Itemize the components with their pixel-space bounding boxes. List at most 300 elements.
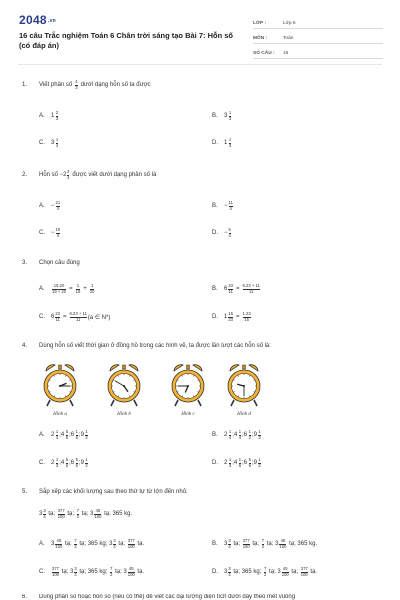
frac-num: 1: [228, 137, 232, 142]
separator: ;: [69, 432, 71, 439]
fraction: [262, 539, 264, 549]
frac-den: 4: [113, 543, 116, 549]
expr-text: 1: [224, 314, 228, 321]
expr-text: =: [69, 286, 73, 293]
header-divider: [18, 64, 382, 65]
mixed-number: [234, 458, 242, 468]
frac-den: 23: [228, 316, 234, 322]
frac-num: 1: [85, 429, 88, 434]
whole: 4: [233, 460, 238, 467]
frac-den: 6: [75, 434, 78, 440]
expr-text: (a ∈ N*): [87, 314, 111, 321]
question-4: [22, 343, 382, 349]
clock-leg-left: [231, 400, 234, 406]
frac-den: 100: [127, 571, 135, 577]
frac-num: 7: [110, 566, 113, 571]
frac-den: 100: [55, 543, 63, 549]
frac-num: 377: [127, 538, 135, 543]
option-3a[interactable]: [39, 284, 95, 294]
clock-leg-left: [47, 400, 50, 406]
option-1a[interactable]: [39, 111, 59, 121]
alarm-clock-icon: [224, 362, 264, 408]
frac-num: 2: [55, 110, 59, 115]
site-logo[interactable]: [19, 13, 56, 27]
frac-den: 3: [228, 462, 232, 468]
fraction: [56, 430, 58, 440]
fraction: [239, 458, 241, 468]
whole: 1: [51, 113, 55, 120]
frac-num: 377: [300, 566, 308, 571]
whole: 4: [60, 432, 65, 439]
frac-den: 4: [228, 543, 231, 549]
question-3: [22, 260, 382, 266]
question-stem: [22, 260, 382, 266]
frac-num: 45: [95, 508, 101, 513]
question-stem: [22, 170, 382, 180]
frac-den: 4: [228, 571, 231, 577]
fraction: [258, 458, 260, 468]
fraction: [70, 312, 87, 322]
mixed-number: [244, 458, 252, 468]
separator: ;: [59, 460, 61, 467]
frac-den: 6: [238, 462, 242, 468]
unit-text: tạ; 365 kg;: [77, 541, 110, 548]
option-5c[interactable]: [39, 567, 144, 577]
whole: 3: [275, 541, 279, 548]
page-title: 16 câu Trắc nghiệm Toán 6 Chân trời sáng tạo Bài 7: Hỗn số (có đáp án): [19, 31, 233, 50]
clock-label: Hình a: [53, 412, 67, 417]
clock-center: [59, 385, 61, 387]
frac-den: 4: [228, 434, 232, 440]
frac-den: 100: [300, 571, 308, 577]
frac-num: 5: [75, 457, 78, 462]
option-letter: D.: [212, 569, 218, 576]
sign: −: [51, 203, 55, 210]
option-1d[interactable]: [212, 138, 232, 148]
fraction: [258, 430, 260, 440]
mixed-number: [234, 430, 242, 440]
frac-den: 19: [75, 288, 81, 294]
frac-num: 6.23 + 11: [69, 311, 87, 316]
unit-text: tạ;: [265, 541, 276, 548]
frac-den: 20: [89, 288, 95, 294]
unit-text: tạ;: [113, 569, 124, 576]
alarm-clock-icon: [168, 362, 208, 408]
unit-text: tạ; 365 kg;: [231, 569, 264, 576]
fraction: [77, 509, 79, 519]
frac-num: 6.23 + 11: [242, 283, 260, 288]
fraction: [228, 539, 230, 549]
unit-text: tạ;: [267, 569, 278, 576]
option-letter: C.: [39, 140, 45, 147]
mixed-number: [251, 457, 262, 468]
question-6-partial: [22, 594, 382, 600]
option-letter: B.: [212, 432, 218, 439]
frac-den: 100: [57, 513, 65, 519]
question-number: 1.: [22, 82, 28, 89]
fraction: [52, 567, 59, 577]
frac-num: 377: [57, 508, 65, 513]
fraction: [229, 201, 233, 211]
logo-text: 2048: [19, 13, 47, 27]
frac-num: 5: [65, 429, 69, 434]
question-stem: [22, 80, 382, 90]
mixed-number: [224, 138, 232, 148]
whole: 3: [224, 541, 228, 548]
option-1c[interactable]: [39, 138, 59, 148]
frac-den: 4: [228, 232, 231, 238]
frac-num: 10: [55, 227, 61, 232]
frac-den: 3: [75, 84, 78, 90]
frac-den: 15: [244, 316, 249, 322]
sign: −: [224, 203, 228, 210]
frac-den: 100: [279, 543, 287, 549]
unit-text: tạ.: [135, 541, 145, 548]
frac-num: 1: [90, 283, 94, 288]
clock-knob: [59, 365, 62, 369]
unit-text: tạ.: [308, 569, 318, 576]
whole: 3: [51, 541, 55, 548]
question-5: [22, 489, 382, 495]
frac-num: 3: [228, 566, 231, 571]
question-text: Viết phân số: [39, 82, 73, 89]
fraction: [249, 458, 251, 468]
whole: 6: [70, 460, 75, 467]
unit-text: tạ; 365 kg.: [287, 541, 318, 548]
fraction: [239, 430, 241, 440]
frac-num: 3: [113, 538, 116, 543]
question-text: Dùng phân số hoặc hỗn số (nếu có thể) để viết các đại lượng diện tích dưới đây theo mét vuông: [39, 594, 296, 600]
option-letter: C.: [39, 314, 45, 321]
fraction: [76, 458, 78, 468]
frac-den: 2: [85, 462, 88, 468]
option-2d[interactable]: [212, 228, 232, 238]
option-letter: C.: [39, 230, 45, 237]
fraction: [128, 567, 135, 577]
option-4c[interactable]: [39, 458, 89, 468]
whole: 4: [233, 432, 238, 439]
option-letter: B.: [212, 113, 218, 120]
fraction: [113, 539, 115, 549]
option-3d[interactable]: [212, 312, 252, 322]
clock-bell-right: [129, 365, 138, 371]
fraction: [85, 458, 87, 468]
separator: ;: [78, 460, 81, 467]
option-letter: D.: [212, 230, 218, 237]
frac-den: 2: [110, 571, 113, 577]
fraction: [85, 430, 87, 440]
question-text: dưới dạng hỗn số ta được: [80, 82, 151, 89]
frac-den: 4: [229, 205, 232, 211]
mixed-number: [71, 458, 79, 468]
frac-den: 6: [65, 434, 69, 440]
frac-num: 7: [74, 538, 77, 543]
fraction: [229, 458, 231, 468]
fraction: [66, 458, 68, 468]
frac-num: 3: [228, 538, 231, 543]
mixed-number: [224, 458, 232, 468]
question-text: Chọn câu đúng: [39, 260, 80, 266]
fraction: [228, 284, 233, 294]
whole: 9: [80, 432, 84, 439]
whole: 2: [224, 432, 228, 439]
option-1b[interactable]: [212, 111, 232, 121]
clock-center: [123, 385, 125, 387]
fraction: [229, 111, 231, 121]
separator: ;: [232, 432, 234, 439]
separator: ;: [232, 460, 234, 467]
fraction: [56, 138, 58, 148]
expr-text: +: [83, 286, 87, 293]
option-letter: B.: [212, 286, 218, 293]
whole: 6: [70, 432, 75, 439]
frac-den: 2: [258, 434, 261, 440]
logo-suffix: .vn: [47, 17, 57, 24]
frac-num: 1: [85, 457, 88, 462]
worksheet-header: [0, 0, 400, 64]
frac-num: 11: [228, 200, 233, 205]
option-letter: D.: [212, 314, 218, 321]
frac-den: 11: [75, 316, 81, 322]
clock-knob: [243, 365, 246, 369]
unit-text: tạ; 365 kg;: [77, 569, 110, 576]
frac-num: 5: [65, 457, 69, 462]
clock-figure-d: [224, 362, 264, 417]
meta-key: SỐ CÂU :: [253, 51, 275, 56]
frac-den: 4: [55, 434, 59, 440]
clock-figure-b: [104, 362, 144, 417]
separator: ;: [251, 460, 254, 467]
fraction: [56, 201, 61, 211]
question-2: [22, 170, 382, 180]
frac-den: 19 + 20: [52, 288, 67, 294]
clock-leg-left: [175, 400, 178, 406]
frac-num: 1.23: [242, 311, 251, 316]
whole: 6: [243, 432, 248, 439]
option-2c[interactable]: [39, 228, 61, 238]
fraction: [279, 539, 286, 549]
fraction: [74, 567, 76, 577]
fraction: [67, 170, 69, 180]
frac-num: 23: [55, 311, 61, 316]
frac-den: 2: [74, 543, 77, 549]
frac-den: 4: [238, 434, 242, 440]
clock-bell-left: [230, 365, 239, 371]
fraction: [282, 567, 289, 577]
mixed-number: [224, 430, 232, 440]
clock-leg-right: [134, 400, 137, 406]
fraction: [58, 509, 65, 519]
clock-bell-left: [110, 365, 119, 371]
option-3b[interactable]: [212, 284, 261, 294]
option-4b[interactable]: [212, 430, 262, 440]
separator: ;: [242, 460, 244, 467]
fraction: [94, 509, 101, 519]
option-2b[interactable]: [212, 201, 234, 211]
option-letter: D.: [212, 140, 218, 147]
frac-den: 4: [67, 174, 70, 180]
whole: 9: [253, 460, 257, 467]
expr-text: =: [63, 314, 67, 321]
frac-den: 6: [65, 462, 69, 468]
option-5b[interactable]: [212, 539, 317, 549]
fraction: [75, 80, 77, 90]
frac-den: 2: [248, 434, 251, 440]
frac-den: 3: [55, 115, 59, 121]
frac-den: 4: [56, 232, 60, 238]
frac-num: 45: [282, 566, 288, 571]
frac-num: 5: [248, 457, 251, 462]
fraction: [74, 539, 76, 549]
fraction: [243, 312, 251, 322]
mixed-number: [78, 457, 89, 468]
frac-den: 4: [74, 571, 77, 577]
clock-label: Hình d: [237, 412, 251, 417]
fraction: [128, 539, 135, 549]
mixed-number: [71, 430, 79, 440]
expr-text: 6: [224, 286, 228, 293]
alarm-clock-icon: [104, 362, 144, 408]
fraction: [264, 567, 266, 577]
unit-text: tạ;: [46, 511, 57, 518]
fraction: [90, 284, 95, 294]
meta-value: 16: [283, 51, 289, 56]
whole: 9: [253, 432, 257, 439]
frac-num: 45: [128, 566, 134, 571]
question-number: 6.: [22, 594, 28, 600]
question-text: Hỗn số −2: [39, 172, 67, 179]
whole: 3: [277, 569, 281, 576]
option-2a[interactable]: [39, 201, 61, 211]
frac-num: 7: [264, 566, 267, 571]
fraction: [228, 312, 233, 322]
frac-den: 100: [281, 571, 289, 577]
mixed-number: [224, 111, 232, 121]
mixed-number: [61, 430, 69, 440]
fraction: [228, 567, 230, 577]
option-letter: B.: [212, 203, 218, 210]
frac-num: 377: [242, 538, 250, 543]
whole: 2: [51, 432, 55, 439]
frac-den: 2: [76, 513, 80, 519]
frac-num: 1: [258, 457, 261, 462]
frac-num: 1: [55, 137, 59, 142]
question-stem: [22, 489, 382, 495]
clock-figure-a: [40, 362, 80, 417]
option-4a[interactable]: [39, 430, 89, 440]
frac-den: 2: [85, 434, 88, 440]
clock-leg-left: [111, 400, 114, 406]
option-letter: A.: [39, 203, 45, 210]
question-stem: [22, 594, 382, 600]
alarm-clock-icon: [40, 362, 80, 408]
mixed-number: [51, 111, 59, 121]
whole: 3: [90, 511, 94, 518]
unit-text: tạ;: [116, 541, 127, 548]
clock-label: Hình b: [117, 412, 131, 417]
whole: 2: [51, 460, 55, 467]
frac-num: 1: [228, 110, 232, 115]
meta-table: [253, 14, 383, 59]
frac-den: 3: [228, 142, 232, 148]
option-letter: A.: [39, 432, 45, 439]
clock-knob: [187, 365, 190, 369]
question-text: được viết dưới dạng phân số là: [72, 172, 157, 179]
unit-text: tạ;: [289, 569, 300, 576]
meta-row-subject: [253, 29, 383, 44]
fraction: [66, 430, 68, 440]
option-letter: C.: [39, 569, 45, 576]
mixed-number: [51, 430, 59, 440]
frac-num: 1: [228, 457, 232, 462]
fraction: [229, 430, 231, 440]
meta-key: LỚP :: [253, 21, 267, 26]
clock-leg-right: [254, 400, 257, 406]
frac-num: 3: [74, 566, 77, 571]
frac-num: 1: [75, 429, 78, 434]
fraction: [52, 284, 66, 294]
whole: 6: [243, 460, 248, 467]
fraction: [55, 539, 62, 549]
mixed-number: [51, 458, 59, 468]
mixed-number: [78, 429, 89, 440]
fraction: [229, 228, 231, 238]
option-5a[interactable]: [39, 539, 144, 549]
whole: 3: [224, 569, 228, 576]
whole: 1: [224, 140, 228, 147]
meta-row-count: [253, 44, 383, 59]
frac-num: 3: [43, 508, 46, 513]
meta-row-class: [253, 14, 383, 29]
option-4d[interactable]: [212, 458, 262, 468]
frac-den: 4: [56, 205, 60, 211]
question-stem: [22, 343, 382, 349]
frac-num: 1: [55, 457, 59, 462]
frac-den: 11: [228, 288, 233, 294]
frac-num: 4: [75, 79, 78, 84]
sign: −: [51, 230, 55, 237]
fraction: [243, 539, 250, 549]
option-5d[interactable]: [212, 567, 317, 577]
frac-num: 1: [76, 283, 80, 288]
unit-text: tạ;: [63, 541, 74, 548]
fraction: [110, 567, 112, 577]
clock-leg-right: [198, 400, 201, 406]
whole: 3: [51, 140, 55, 147]
option-letter: A.: [39, 113, 45, 120]
frac-den: 6: [248, 462, 251, 468]
fraction: [56, 111, 58, 121]
question-number: 5.: [22, 489, 28, 495]
mixed-number: [51, 138, 59, 148]
fraction: [243, 284, 260, 294]
frac-den: 3: [228, 115, 232, 121]
unit-text: tạ;: [250, 541, 261, 548]
frac-den: 2: [264, 571, 267, 577]
frac-den: 4: [43, 513, 46, 519]
fraction: [55, 312, 60, 322]
option-3c[interactable]: [39, 312, 110, 322]
expr-text: =: [236, 314, 240, 321]
frac-num: 5: [228, 227, 231, 232]
frac-num: 7: [76, 508, 80, 513]
separator: ;: [251, 432, 254, 439]
whole: 9: [80, 460, 84, 467]
frac-num: 1: [238, 457, 242, 462]
option-letter: D.: [212, 460, 218, 467]
mixed-number: [244, 430, 252, 440]
fraction: [249, 430, 251, 440]
